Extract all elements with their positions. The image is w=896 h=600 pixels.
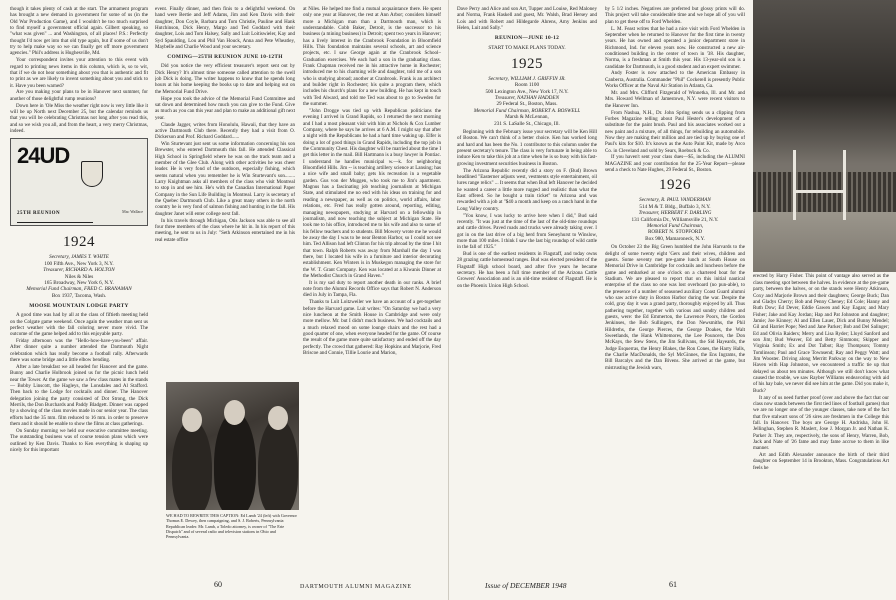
paragraph: Down here in 'Ole Miss the weather right now is very little like it will be up North next December 25, but the calendar reminds us that you will be celebrating Christmas not long after you read this, and so we wish you all, and from the heart, a very merry Christmas, indeed. xyxy=(10,102,148,135)
paragraph: L. M. Feast writes that he had a nice visit with Ford Whelden in September when he returned to Hanover for the first time in twenty years. He has owned and operated a junior department store in Richmond, Ind. for eleven years now. He constructed a new air-conditioned building in the center of town in '38. His daughter, Norma, is a freshman at Smith this year. His 13-year-old son is a candidate for Dartmouth, is a good student and an expert swimmer. xyxy=(605,25,745,70)
paragraph: erected by Harry Fisher. This point of vantage also served as the class meeting spot between the halves. In evidence at the pre-game party, between the halves, or on the stands were Henry Atkinson, Coxy and Marjorie Brown and their daughters; George Buck; Dan and Gladys Cherry; Bob and Penny Cheney; Ed Cole; Hanny and Ruth Dow; Ed Dever, Eddie Gawen and Kay Eagan; and Mary Fisher; Jake and Kay Jordan; Hap and Pat Johnston and daughter; Jamie; Joe Kinney; Al and Ellen Lauer, Dick and Bunny Mendel; Gil and Harriet Pope; Ned and Jane Parker; Bob and Del Salinger; Ed and Olivia Raiders; Merry and Lisa Ryder; Lloyd Sanford and son Jim; Bud Weaver, Ed and Betty Simmons; Skipper and Virginia Smith; Ex and Dot Talbot; Ray Thompson; Tommy Tomlinson; Paul and Grace Townsend; Ray and Peggy Watt; and Jim Wooster. Driving along Merritt Parkway on the way to New Haven with Hap Johnston, we encountered a traffic tie up that delayed us about ten minutes. Although we still don't know what caused the trouble, we saw Rayber Williams endeavoring with aid of his hay bale, we never did see him at the game. Did you make it, Buck? xyxy=(753,273,889,394)
logo-word: 24UD xyxy=(17,143,70,169)
magazine-name: DARTMOUTH ALUMNI MAGAZINE xyxy=(300,584,412,590)
logo-rule xyxy=(17,222,93,223)
issue-line: Issue of DECEMBER 1948 xyxy=(485,581,567,590)
left-column-3 xyxy=(303,6,441,580)
logo-byline: Mac Wallace xyxy=(122,209,143,215)
memorial-address: Box 980, Mamaroneck, N.Y. xyxy=(645,235,705,242)
person-face xyxy=(182,408,202,432)
treasurer-line: Treasurer, HERBERT F. DARLING xyxy=(638,210,712,217)
paragraph: Mr. and Mrs. Clifford Fitzgerald of Winnetka, Ill. and Mr. and Mrs. Howard Wellman of Jamestown, N.Y. were recent visitors to the Hanover Inn. xyxy=(605,89,745,109)
paragraph: Bud is one of the earliest residents in Flagstaff, and today owns 28 grazing cattle homestead ranges. Bud was elected president of the Flagstaff High school board, and after five years he became secretary. He has been a full time member of the Arizona Cattle Growers' Association and is an old-time resident of Flagstaff. He is on the Phoenix Union High School. xyxy=(457,251,597,289)
secretary-line: Secretary, JAMES T. WHITE xyxy=(49,254,109,261)
reunion-heading: COMING—25TH REUNION JUNE 10-12TH xyxy=(167,54,283,61)
paragraph: It is my sad duty to report another death in our ranks. A brief note from the Alumni Records Office says that Robert N. Anderson died in July in Tampa, Fla. xyxy=(303,279,441,299)
treasurer-address: 29 Federal St., Boston, Mass. xyxy=(496,101,558,108)
class-year-1925: 1925 xyxy=(511,55,543,72)
paragraph: If you haven't sent your class dues—$5, including the ALUMNI MAGAZINE and your contribution for the 25-Year Report—please send a check to Nate Hughes, 29 Federal St., Boston. xyxy=(605,154,745,174)
paragraph: On October 23 the Big Green humbled the John Harvards to the delight of some twenty eight 'Gers and their wives, children and guests. Some seventy met pre-game lunch at South House on Memorial Drive in Cambridge for cocktails and luncheon before the game and embarked at one o'clock on a chartered boat for the Stadium. We are pleased to report that on this initial nautical enterprise of the class no one was lost overboard (no pun-able), to the presence of a number of seasoned auxiliary Coast Guard alumni who saw active duty in Boston Harbor during the war. Despite the cold, gray day it was a grand party, thoroughly enjoyed by all. Thus pathering together, together with various and sundry children and guests, were: the Ed Emmerton, the Lawrence Poors, the Gordon Jenkinses, the Bob Sullingers, the Don Newsmiths, the Phil Hildreths, the George Pierces, the George Doakes, the Walt Sweetlands, the Hank Whittemores, the Lee Pouncers, the Don McKays, the Stew Stens, the Jim Sullivans, the Sid Hayeards, the Judge Esquerras, the Henry Blakes, the Ron Cones, the Harry Halls, the Charlie MacDonalds, the Syl McGinnes, the Ens Ingrams, the Bill Barcalys and the Dan Bivens. She arrived at the game, but mistrusting the Jewish wars, xyxy=(605,244,745,371)
paragraph: though it takes plenty of cash at the start. The armament program has brought a new demand in government for some of us (in the Old War Production Game), and I wouldn't be too much surprised to find myself a government official again. Gilbert speaking, so "what was given" ... and Washington, of all places! P.S.: Perfectly thought I'd now get into that old type again, but if some of us don't try to help make way so we can finally get off more government agencies." Phil's address is Hughesville, Md. xyxy=(10,6,148,57)
stadium-photo xyxy=(753,0,896,272)
paragraph: event. Finally dinner, and then finis to a delightful weekend. On hand were Bertie and Jeff Adams, Jim and Ken Davis with their daughter, Don Coyle, Barbara and Tom Christie, Pauline and Hank Hutchinson, Dick Henry, Margo and Ted Goddard with their daughter, Lois and Tom Halsey, Sally and Luit Loitiswieler, Kay and Syd Spaulding, Lou and Phil Van Houck, Anna and Pete Wheatley, Maybelle and Charlie Wood and your secretary. xyxy=(155,6,295,51)
memorial-address-2: 231 S. LaSalle St., Chicago, Ill. xyxy=(494,120,560,127)
secretary-address: 100 Fifth Ave., New York 3, N.Y. xyxy=(44,260,114,267)
class-officers-1926 xyxy=(605,197,745,242)
paragraph: Friday afternoon was the "Hello-how-have-you-been" affair. After dinner quite a number attended the Dartmouth Night celebration which has really become a football rally. Afterwards there was some bridge and a little elbow bending. xyxy=(10,338,148,364)
reunion-logo xyxy=(10,138,148,226)
treasurer-line: Treasurer, RICHARD A. HOLTON xyxy=(43,267,115,274)
memorial-address: Box 1937, Tacoma, Wash. xyxy=(51,292,107,299)
paragraph: Are you making your plans to be in Hanover next summer, for another of those delightful rump reunions? xyxy=(10,89,148,102)
person-face xyxy=(268,406,288,430)
section-heading: MOOSE MOUNTAIN LODGE PARTY xyxy=(29,303,129,310)
person-figure xyxy=(258,418,298,510)
class-officers-1924 xyxy=(10,254,148,299)
goal-post-left xyxy=(793,150,796,220)
treasurer-line: Treasurer, NATHAN HADDEN xyxy=(494,95,560,101)
paragraph: Thanks to Luit Loitzweiler we have an account of a get-together before the Harvard game. Luit writes: "On Saturday we had a very nice luncheon at the Smith House in Cambridge and were only more mellow. Mr. but I didn't much business. We had cocktails and a much relaxed mood on some lounge chairs and the rest had a good quarter of one, when everyone headed for the game. Of course the result of the game more quite satisfactory and ended off the day perfectly. The crowd that gathered: Ray Hopkins and Marjorie, Fred Briscoe and Connie, Tillie Lourie and Marion, xyxy=(303,299,441,357)
class-officers-1925 xyxy=(457,76,597,127)
reunion-subheading: START TO MAKE PLANS TODAY. xyxy=(488,45,566,52)
treasurer-address-2: 165 Broadway, New York 6, N.Y. xyxy=(44,280,114,286)
secretary-line: Secretary, R. PAUL VANDERMAN xyxy=(639,197,711,204)
secretary-line: Secretary, WILLIAM J. GRIFFIN JR. xyxy=(488,75,566,82)
person-figure xyxy=(172,420,212,510)
paragraph: After a late breakfast we all headed for Hanover and the game. Bunny and Charlie Holbrook joined us for the picnic lunch held near the Tower. At the game we saw a few class mates in the stands — Bobby Linscott, the Hagleys, the Lonsdales and Al Stafford. Then back to the Lodge for cocktails and dinner. The Hanover delegation joining the party consisted of Dot Strong, the Dick Merrils, the Don Burchards and Paddy Bladgett. Dinner was capped by a showing of the class movies made in our senior year. The class efforts had the 35 mm. film reduced to 16 mm. in order to preserve them and it should be enable to show the films at class gatherings. xyxy=(10,363,148,428)
right-column-2 xyxy=(605,6,745,580)
paragraph: Win Sturtevant just sent us some information concerning his son Brewster, who entered Dartmouth this fall. He attended Classical High School in Springfield where he was on the track team and a member of the Glee Club. Along with other activities he was cheer leader. He is very fond of the outdoors, especially fishing, which seems natural when you remember he is Win Sturtevant's son........ Larry Knightman asks all members of the class who visit Montreal to stop in and see him. He's with the Canadian International Paper Company in the Sun Life Building in Montreal. Larry is secretary of the Quebec Dartmouth Club. Like a great many others in the north country he is very fond of salmon fishing and hunting in the fall. His daughter Janet will enter college next fall. xyxy=(155,141,295,217)
goal-post-right xyxy=(843,150,846,220)
paragraph: Beginning with the February issue your secretary will be Ken Hill of Boston. We can't think of a better choice. Ken has worked long and hard and has been the No. 1 contributor to this column under the present secretary's tenure. The class is very fortunate in being able to induce Ken to take this job at a time when he is so busy with his fast-growing investment securities business in Boston. xyxy=(457,129,597,167)
left-column-1 xyxy=(10,6,148,580)
treasurer-address: Niles & Niles xyxy=(64,273,94,280)
paragraph: A good time was had by all at the class of fiftieth meeting held on the Colgate game weekend. Once again the weather man sent us perfect weather with the fall coloring never more vivid. The outcome of the game helped add to this enjoyable party. xyxy=(10,312,148,338)
football-field xyxy=(753,212,896,272)
paragraph: In his travels through Michigan, Otis Jackson was able to see all four three members of the class where he hit in. In his report of this meeting, he sent to us in July: "Seth Atkinson entertained me in his real estate office xyxy=(155,217,295,243)
left-column-2 xyxy=(155,6,295,378)
paragraph: "You know, I was lucky to arrive here when I did," Bud said recently. "It was just at the time of the last of the old-time roundups and cattle drives. Paved roads and trucks were already taking over. I got in on the last drive of a big herd from Seneyhurst to Winslow, more than 100 miles. I think I saw the last big roundup of wild cattle in the fall of 1925." xyxy=(457,212,597,251)
shield-icon xyxy=(81,161,103,187)
paragraph: Art and Edith Alexander announce the birth of their third daughter on September 14 in Brookton, Mass. Congratulations Art feels he xyxy=(753,452,889,471)
memorial-name: ROBERT N. STOPFORD xyxy=(647,229,703,236)
page-number: 61 xyxy=(669,580,677,589)
paragraph: The Arizona Republic recently did a story on F. (Bud) Brown headlined "Easterner adjusts west, vestments style entertainment, oil lures range relics" ... It seems that when Bud left Hanover he decided he wanted a career a little more rugged and realistic than what the East offered. So he bought a train ticket" to Arizona and was rewarded with a job at "$40 a month and keep on a ranch hand in the Long Valley country. xyxy=(457,167,597,212)
memorial-line: Memorial Fund Chairman, ROBERT A. BOSWELL xyxy=(473,107,581,114)
reunion-heading: REUNION—JUNE 10-12 xyxy=(494,35,560,42)
right-column-1 xyxy=(457,6,597,580)
paragraph: On Sunday morning we held our executive committee meeting. The outstanding business was of course tension plans which were outlined by Ken Davis. Thanks to Ken everything is shaping up nicely for this important xyxy=(10,427,148,453)
treasurer-address: 131 California Dr., Williamsville 21, N.Y. xyxy=(631,216,719,223)
paragraph: Did you notice the very efficient treasurer's report sent out by Dick Henry? It's almost time someone called attention to the swell job Dick is doing. The writer happens to know that he spends long hours at his home keeping the books up to date and helping out on the Memorial Fund Drive. xyxy=(155,63,295,95)
paragraph: Hope you took the advice of the Memorial Fund Committee and sat down and determined how much you can give to the Fund. Give as much as you can this year and plan to make an additional gift next year. xyxy=(155,95,295,121)
paragraph: Claude Jagger, writes from Honolulu, Hawaii, that they have an active Dartmouth Club there. Recently they had a visit from O. Dickerson and Prof. Richard Goddard...... xyxy=(155,121,295,141)
memorial-line: Memorial Fund Chairman, FRED C. BRANAMAN xyxy=(26,286,132,293)
photo-caption: WE HAD TO REWRITE THIS CAPTION: Ed Lamb '24 (left) with Governor Thomas E. Dewey, then campaigning, and S. J. Roberts, Pennsylvania Republican leader. Mr. Lamb, a Toledo attorney, is owner of "The Erie Dispatch" and of several radio and television stations in Ohio and Pennsylvania. xyxy=(166,513,297,540)
paragraph: "John Drogge was tied up with Republican politicians the evening I arrived in Grand Rapids, so I returned the next morning and I had a most pleasant visit with him at Nichols & Cox Lumber Company, where he says he arrives at 6 A.M. I might say that after a night with the Republicans he had a hard time waking up. Elfer is doing a lot of good things in Grand Rapids, including the top job in the Community Chest. His daughter will be married about the time I get this letter in the mail. Bill Hartmann is a busy lawyer in Pontiac. I understand he handles municipal w.—k. for neighboring Bloomfield Hills. Jim ‑‑ is teaching artillery science at Lansing; has a nice wife and small baby; gets his recreation in a vegetable garden. Gus von der Muggen, who took me to Jim's apartment. Magnus has a fascinating job teaching journalism at Michigan State, and stimulated me no end with his ideas on training for and reading a newspaper, as well as on politics, world affairs, labor relations, etc. Fred has really gotten around, reporting, editing, managing newspapers, studying at Harvard on a fellowship in journalism, and now teaching the subject at Michigan State. He took me to his office, introduced me to his wife and also to some of his fellow teachers and to students. Bill Mowery wrote me he would be away the day I was to be near Benton Harbor, so I could not see him. Ted Allison had left Clinton for his trip abroad by the time I hit that town. Ralph Roberts was away from Marshall the day I was there, but I located his wife in a furniture and interior decorating establishment. Ken Winters is in Muskegon managing the store for the W. T. Grant Company. Ken was located at a Kiwanis Dinner at the Methodist Church in Grand Haven." xyxy=(303,108,441,279)
memorial-line: Memorial Fund Chairman, xyxy=(646,223,704,230)
paragraph: Your correspondent invites your attention to this event with regard to printing news items in this column, which is, so to wit, that if we do not hear something about you that is authentic and fit to print as we are likely to invent something about you and stick to it. Have you been warned? xyxy=(10,57,148,89)
paragraph: Dave Perry and Alice and son Art, Tupper and Louise, Red Maloney and Norma, Frank Haskell and guest, Mr. Walsh, Brad Hersey and Lois and with Robert and Hildegarde Ahrens, Amy Jenkins and Helen, Luit and Sally." xyxy=(457,6,597,32)
page-number: 60 xyxy=(214,580,222,589)
news-photo xyxy=(166,382,299,510)
secretary-address: 514 M & T. Bldg., Buffalo 3, N.Y. xyxy=(639,203,711,210)
paragraph: Andy Foster is now attached to the American Embassy in Canberra, Australia. Commander "Phil" Cockerell is presently Public Works Officer at the Naval Air Station in Atlanta, Ga. xyxy=(605,70,745,90)
secretary-address-2: 500 Lexington Ave., New York 17, N.Y. xyxy=(485,88,569,95)
class-year-1924: 1924 xyxy=(63,234,95,251)
secretary-address: Room 1100 xyxy=(514,82,540,89)
memorial-address: Marsh & McLennan, xyxy=(505,114,549,121)
goal-crossbar xyxy=(793,190,846,193)
class-year-1926: 1926 xyxy=(659,177,691,194)
paragraph: by 5 1/2 inches. Negatives are preferred but glossy prints will do. This project will take considerable time and we hope all of you will plan to get these off to Ford Whelden. xyxy=(605,6,745,25)
paragraph: From Nashua, N.H., Dr. John Spring sends us a clipping from Forbes Magazine telling about Paul Hester's development of a substitute for the paint brush. Paul and his associates worked out a new paint and a mixture, of all things, for rebuilding an automobile. Now they are making their million and are tied up by buying one of Paul's kits for $10. It's known as the Auto Paint Kit, made by Arco Co. in Cleveland and sold by Sears, Roebuck & Co. xyxy=(605,109,745,154)
person-figure xyxy=(214,412,256,510)
person-face xyxy=(224,400,245,425)
paragraph: It any of us need further proof (over and above the fact that our class now stands between the first tied lines of football games) that we are no longer one of the younger classes, take note of the fact that five stalwart sons of '26 sires are freshmen in the College this fall. In Hanover. The boys are George H. Andrisha, John H. Jellinghan, Stephen R. Maslert, Jose J. Morgan Jr. and Nathan K. Parker Jr. They are, respectively, the sons of Henry, Warren, Bob, Jack and Nate of '26 fame and may fame accrue to them in like manner. xyxy=(753,394,889,452)
paragraph: at Niles. He helped me find a mutual acquaintance there. He spent only one year at Hanover, the rest at Ann Arbor; considers himself more a Michigan man than a Dartmouth man, which is understandable. Cobb Baker, Detroit, is the successor to his business (a mining business) in Detroit; spent two years in Hanover; has a lively interest in the Cranbrook Foundation in Bloomfield Hills. This foundation maintains several schools, art and science projects, etc. I saw George again at the Cranbrook School–Graduation exercises. We each had a son in the graduating class. Frank Chapman received me in his attractive home in Rochester; introduced me to his charming wife and daughter, told me of a son who is studying abroad; another at Cranbrook. Frank is an architect and builder right in Rochester; his quite a program there, which includes his church's plans for a new building. He has kept in touch with Ted Alward, and told me Ted was about to go to Sweden for the summer. xyxy=(303,6,441,108)
logo-footer: 25TH REUNION xyxy=(17,211,61,217)
